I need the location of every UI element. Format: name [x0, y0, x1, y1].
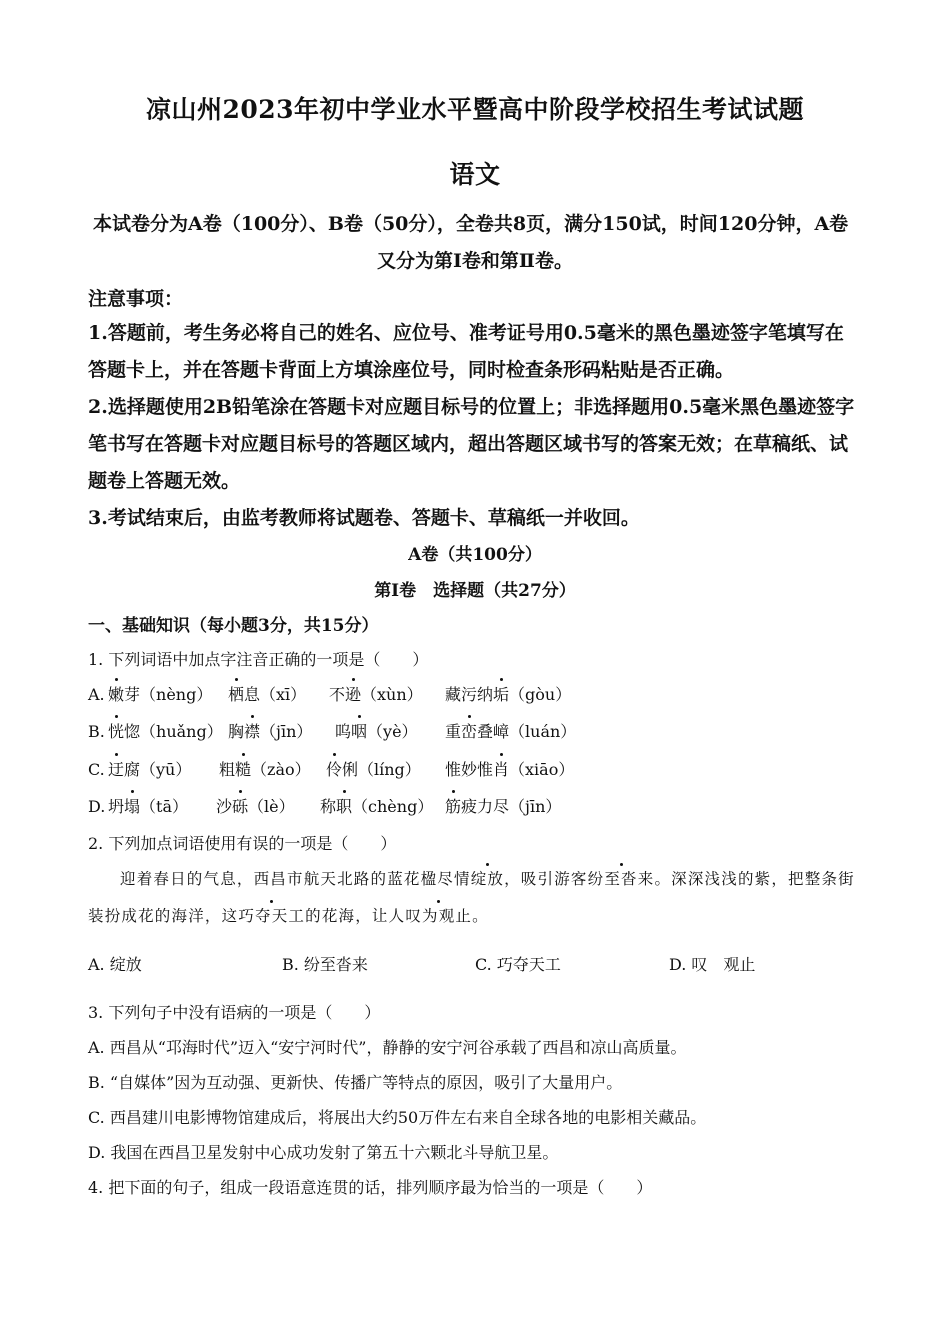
- volume-a-heading: A卷（共100分）: [408, 545, 542, 565]
- subject-title: 语文: [449, 160, 501, 189]
- option-word: 粗糙（zào）: [219, 757, 326, 780]
- question-1-option-c: [88, 757, 574, 780]
- question-3-option-a: A. 西昌从“邛海时代”迈入“安宁河时代”，静静的安宁河谷承载了西昌和凉山高质量。: [88, 1038, 687, 1057]
- option-word: 称职（chèng）: [320, 794, 445, 817]
- question-2-option-b: B. 纷至沓来: [282, 955, 368, 974]
- option-word: 呜咽（yè）: [335, 719, 445, 742]
- question-3-option-d: D. 我国在西昌卫星发射中心成功发射了第五十六颗北斗导航卫星。: [88, 1143, 559, 1162]
- question-4-stem: 4. 把下面的句子，组成一段语意连贯的话，排列顺序最为恰当的一项是（ ）: [88, 1178, 653, 1197]
- option-word: 嫩芽（nèng）: [108, 682, 228, 705]
- question-2-option-d: D. 叹 观止: [669, 955, 756, 974]
- option-word: 迂腐（yū）: [108, 757, 219, 780]
- dotted-term: 巧夺天工: [238, 904, 305, 926]
- notice-item-2-line-3: 题卷上答题无效。: [88, 470, 241, 492]
- exam-title: 凉山州2023年初中学业水平暨高中阶段学校招生考试试题: [145, 95, 805, 124]
- part-1-heading: 第Ⅰ卷 选择题（共27分）: [374, 581, 576, 601]
- question-2-passage-line-1: 迎着春日的气息，西昌市航天北路的蓝花楹尽情绽放，吸引游客纷至沓来。深深浅浅的紫，把整条街: [120, 867, 855, 889]
- notice-item-1-line-2: 答题卡上，并在答题卡背面上方填涂座位号，同时检查条形码粘贴是否正确。: [88, 359, 735, 381]
- question-3-option-b: B. “自媒体”因为互动强、更新快、传播广等特点的原因，吸引了大量用户。: [88, 1073, 623, 1092]
- intro-line-2: 又分为第Ⅰ卷和第Ⅱ卷。: [377, 250, 573, 272]
- question-1-option-a: [88, 682, 571, 705]
- option-word: 不逊（xùn）: [329, 682, 445, 705]
- option-word: 筋疲力尽（jīn）: [445, 794, 561, 817]
- question-2-stem: 2. 下列加点词语使用有误的一项是（ ）: [88, 834, 397, 853]
- option-word: 恍惚（huǎng）: [108, 719, 228, 742]
- notice-heading: 注意事项：: [88, 288, 184, 310]
- notice-item-2-line-1: 2.选择题使用2B铅笔涂在答题卡对应题目标号的位置上；非选择题用0.5毫米黑色墨迹签字: [88, 396, 855, 418]
- option-word: 伶俐（líng）: [326, 757, 445, 780]
- section-1-heading: 一、基础知识（每小题3分，共15分）: [88, 616, 379, 636]
- option-label: C.: [88, 760, 105, 779]
- question-2-option-a: A. 绽放: [88, 955, 142, 974]
- notice-item-2-line-2: 笔书写在答题卡对应题目标号的答题区域内，超出答题区域书写的答案无效；在草稿纸、试: [88, 433, 849, 455]
- option-label: A.: [88, 685, 105, 704]
- notice-item-3: 3.考试结束后，由监考教师将试题卷、答题卡、草稿纸一并收回。: [88, 507, 640, 529]
- notice-item-1-line-1: 1.答题前，考生务必将自己的姓名、应位号、准考证号用0.5毫米的黑色墨迹签字笔填写在: [88, 322, 844, 344]
- option-word: 沙砾（lè）: [216, 794, 320, 817]
- dotted-term: 纷至沓来: [588, 867, 655, 889]
- option-word: 藏污纳垢（gòu）: [445, 682, 571, 705]
- question-3-stem: 3. 下列句子中没有语病的一项是（ ）: [88, 1003, 381, 1022]
- question-1-option-d: [88, 794, 561, 817]
- option-word: 栖息（xī）: [228, 682, 329, 705]
- question-1-stem: 1. 下列词语中加点字注音正确的一项是（ ）: [88, 650, 429, 669]
- option-label: D.: [88, 797, 106, 816]
- dotted-term: 叹为观止: [405, 904, 472, 926]
- option-word: 重峦叠嶂（luán）: [445, 719, 576, 742]
- option-word: 坍塌（tā）: [108, 794, 216, 817]
- option-word: 胸襟（jīn）: [228, 719, 335, 742]
- question-1-option-b: [88, 719, 576, 742]
- option-word: 惟妙惟肖（xiāo）: [445, 757, 574, 780]
- question-2-option-c: C. 巧夺天工: [475, 955, 561, 974]
- question-3-option-c: C. 西昌建川电影博物馆建成后，将展出大约50万件左右来自全球各地的电影相关藏品。: [88, 1108, 707, 1127]
- dotted-term: 绽放: [471, 867, 504, 889]
- option-label: B.: [88, 722, 105, 741]
- question-2-passage-line-2: 装扮成花的海洋，这巧夺天工的花海，让人叹为观止。: [88, 904, 489, 926]
- intro-line-1: 本试卷分为A卷（100分）、B卷（50分），全卷共8页，满分150试，时间120分钟，A卷: [93, 213, 849, 235]
